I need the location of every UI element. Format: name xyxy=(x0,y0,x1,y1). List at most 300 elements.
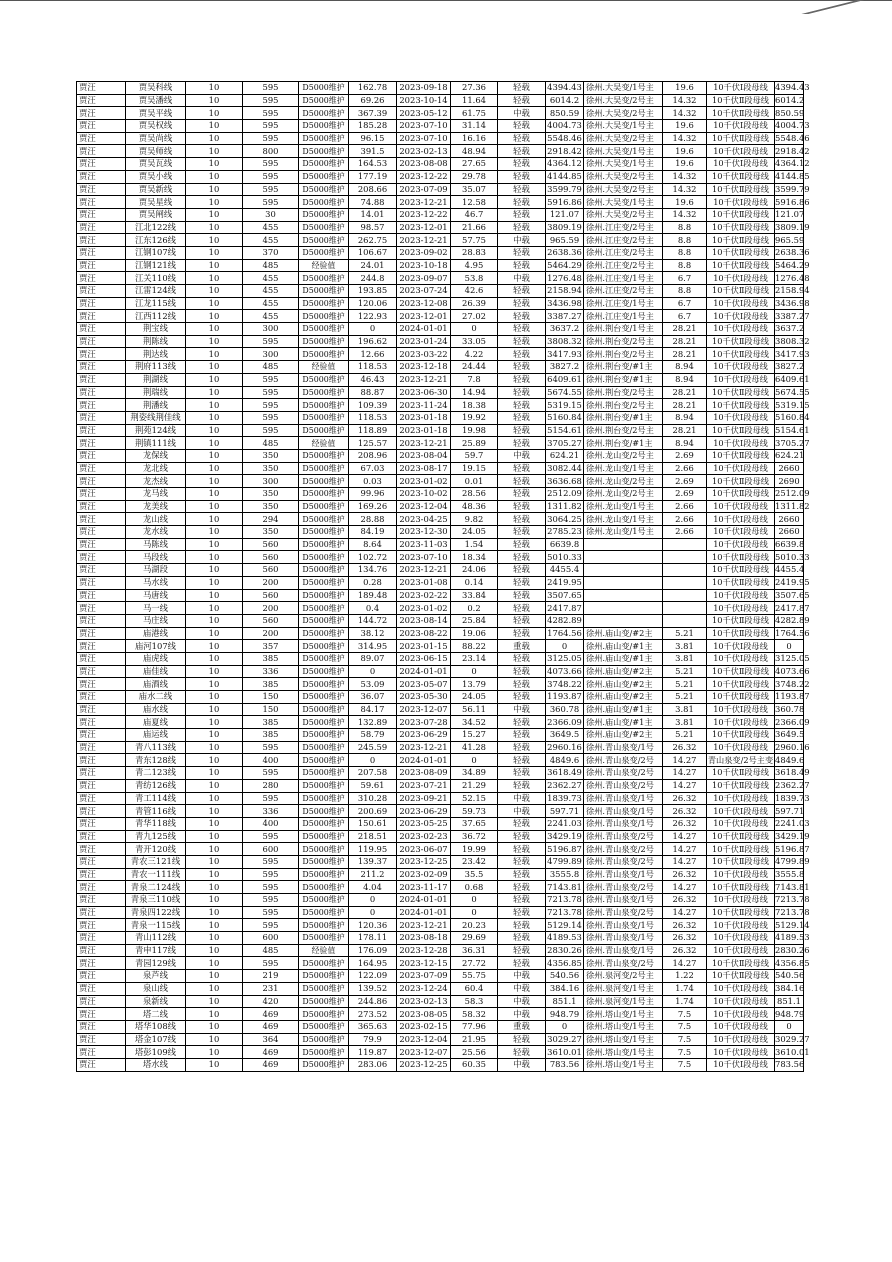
busbar-cell: 10千伏Ⅰ段母线 xyxy=(707,500,775,513)
remaining-capacity-cell: 7213.78 xyxy=(775,907,810,918)
available-capacity-cell: 7213.78 xyxy=(547,907,582,918)
table-row xyxy=(77,361,804,374)
transformer-cell xyxy=(584,602,663,615)
table-row xyxy=(77,919,804,932)
date-cell: 2023-07-10 xyxy=(397,132,451,145)
line-name-cell: 龙保线 xyxy=(126,449,186,462)
load-level-cell: 轻载 xyxy=(498,830,546,843)
load-rate-cell: 58.3 xyxy=(451,995,498,1008)
voltage-cell: 10 xyxy=(186,805,243,818)
data-source-cell: D5000维护 xyxy=(299,881,349,894)
transformer-load-cell xyxy=(663,551,707,564)
table-row xyxy=(77,564,804,577)
load-level-cell: 轻载 xyxy=(498,678,546,691)
transformer-load-cell: 14.32 xyxy=(663,170,707,183)
data-source-cell: D5000维护 xyxy=(299,145,349,158)
max-load-cell: 196.62 xyxy=(349,335,397,348)
table-row xyxy=(77,678,804,691)
remaining-capacity-cell: 540.56 xyxy=(775,970,805,981)
remaining-capacity-cell: 3808.32 xyxy=(775,336,810,347)
remaining-capacity-cell: 2419.95 xyxy=(775,577,810,588)
available-capacity-cell: 1193.87 xyxy=(547,691,582,702)
available-capacity-cell: 1839.73 xyxy=(547,792,582,803)
available-capacity-cell: 3125.05 xyxy=(547,653,582,664)
remaining-capacity-cell: 3599.79 xyxy=(775,183,810,194)
district-cell: 贾汪 xyxy=(77,399,126,412)
load-level-cell: 轻载 xyxy=(498,170,546,183)
remaining-capacity-cell: 3748.22 xyxy=(775,678,810,689)
district-cell: 贾汪 xyxy=(77,107,126,120)
load-rate-cell: 34.89 xyxy=(451,767,498,780)
line-name-cell: 马段线 xyxy=(126,551,186,564)
busbar-cell: 10千伏Ⅰ段母线 xyxy=(707,272,775,285)
load-rate-cell: 35.07 xyxy=(451,183,498,196)
busbar-cell: 10千伏Ⅰ段母线 xyxy=(707,373,775,386)
available-capacity-cell: 0 xyxy=(546,1020,584,1033)
load-level-cell: 轻载 xyxy=(498,221,546,234)
load-rate-cell: 24.06 xyxy=(451,564,498,577)
data-source-cell: D5000维护 xyxy=(299,602,349,615)
load-level-cell: 轻载 xyxy=(498,944,546,957)
district-cell: 贾汪 xyxy=(77,538,126,551)
max-load-cell: 132.89 xyxy=(349,716,397,729)
transformer-cell: 徐州.江庄变/2号主 xyxy=(584,246,663,259)
data-source-cell: D5000维护 xyxy=(299,957,349,970)
voltage-cell: 10 xyxy=(186,158,243,171)
table-row xyxy=(77,411,804,424)
busbar-cell: 10千伏Ⅰ段母线 xyxy=(707,919,775,932)
load-level-cell: 轻载 xyxy=(498,652,546,665)
busbar-cell: 10千伏Ⅰ段母线 xyxy=(707,538,775,551)
rated-capacity-cell: 200 xyxy=(243,576,299,589)
load-level-cell: 轻载 xyxy=(498,132,546,145)
transformer-cell: 徐州.江庄变/2号主 xyxy=(584,221,663,234)
transformer-cell: 徐州.大吴变/2号主 xyxy=(584,107,663,120)
remaining-capacity-cell: 2362.27 xyxy=(775,780,810,791)
busbar-cell: 10千伏Ⅰ段母线 xyxy=(707,513,775,526)
data-source-cell: D5000维护 xyxy=(299,652,349,665)
district-cell: 贾汪 xyxy=(77,196,126,209)
voltage-cell: 10 xyxy=(186,323,243,336)
district-cell: 贾汪 xyxy=(77,1008,126,1021)
busbar-cell: 10千伏Ⅱ段母线 xyxy=(707,678,775,691)
load-level-cell: 轻载 xyxy=(498,741,546,754)
date-cell: 2024-01-01 xyxy=(397,906,451,919)
transformer-load-cell: 1.22 xyxy=(663,970,707,983)
max-load-cell: 189.48 xyxy=(349,589,397,602)
transformer-load-cell: 2.69 xyxy=(663,488,707,501)
remaining-capacity-cell: 624.21 xyxy=(775,450,805,461)
transformer-cell: 徐州.塔山变/1号主 xyxy=(584,1008,663,1021)
transformer-load-cell: 2.66 xyxy=(663,526,707,539)
load-rate-cell: 24.44 xyxy=(451,361,498,374)
transformer-cell: 徐州.江庄变/1号主 xyxy=(584,310,663,323)
transformer-cell: 徐州.塔山变/1号主 xyxy=(584,1033,663,1046)
data-source-cell: D5000维护 xyxy=(299,373,349,386)
remaining-capacity-cell: 851.1 xyxy=(775,995,804,1008)
table-row xyxy=(77,754,804,767)
available-capacity-cell: 5196.87 xyxy=(547,843,582,854)
table-row xyxy=(77,323,804,336)
transformer-cell: 徐州.青山泉变/2号 xyxy=(584,957,663,970)
district-cell: 贾汪 xyxy=(77,843,126,856)
load-level-cell: 轻载 xyxy=(498,437,546,450)
district-cell: 贾汪 xyxy=(77,500,126,513)
transformer-load-cell: 28.21 xyxy=(663,386,707,399)
line-name-cell: 龙北线 xyxy=(126,462,186,475)
data-source-cell: D5000维护 xyxy=(299,894,349,907)
district-cell: 贾汪 xyxy=(77,830,126,843)
district-cell: 贾汪 xyxy=(77,614,126,627)
voltage-cell: 10 xyxy=(186,500,243,513)
district-cell: 贾汪 xyxy=(77,158,126,171)
line-name-cell: 荆瑞线 xyxy=(126,386,186,399)
remaining-capacity-cell: 3125.05 xyxy=(775,653,810,664)
voltage-cell: 10 xyxy=(186,475,243,488)
voltage-cell: 10 xyxy=(186,665,243,678)
busbar-cell: 10千伏Ⅱ段母线 xyxy=(707,614,775,627)
available-capacity-cell: 0 xyxy=(546,640,584,653)
voltage-cell: 10 xyxy=(186,564,243,577)
voltage-cell: 10 xyxy=(186,538,243,551)
line-name-cell: 贾吴闸线 xyxy=(126,208,186,221)
table-row xyxy=(77,183,804,196)
busbar-cell: 10千伏Ⅰ段母线 xyxy=(707,82,775,95)
load-level-cell: 重载 xyxy=(498,640,546,653)
table-row xyxy=(77,449,804,462)
max-load-cell: 211.2 xyxy=(349,868,397,881)
transformer-load-cell: 8.94 xyxy=(663,373,707,386)
available-capacity-cell: 2918.42 xyxy=(547,145,582,156)
remaining-capacity-cell: 2660 xyxy=(775,513,804,526)
voltage-cell: 10 xyxy=(186,462,243,475)
transformer-load-cell: 5.21 xyxy=(663,729,707,742)
voltage-cell: 10 xyxy=(186,957,243,970)
rated-capacity-cell: 595 xyxy=(243,373,299,386)
data-source-cell: D5000维护 xyxy=(299,132,349,145)
date-cell: 2023-02-13 xyxy=(397,145,451,158)
transformer-load-cell: 8.8 xyxy=(663,259,707,272)
busbar-cell: 10千伏Ⅰ段母线 xyxy=(707,652,775,665)
transformer-load-cell: 19.6 xyxy=(663,158,707,171)
load-rate-cell: 0 xyxy=(451,665,498,678)
date-cell: 2023-01-15 xyxy=(397,640,451,653)
line-name-cell: 荆姿线荆佳线 xyxy=(126,411,186,424)
district-cell: 贾汪 xyxy=(77,982,126,995)
max-load-cell: 208.66 xyxy=(349,183,397,196)
load-level-cell: 轻载 xyxy=(498,475,546,488)
transformer-load-cell: 2.66 xyxy=(663,500,707,513)
available-capacity-cell: 3610.01 xyxy=(547,1046,582,1057)
transformer-cell: 徐州.龙山变/1号主 xyxy=(584,526,663,539)
line-name-cell: 庙运线 xyxy=(126,729,186,742)
load-rate-cell: 23.14 xyxy=(451,652,498,665)
data-source-cell: D5000维护 xyxy=(299,1058,349,1071)
date-cell: 2023-07-10 xyxy=(397,551,451,564)
busbar-cell: 10千伏Ⅰ段母线 xyxy=(707,310,775,323)
table-row xyxy=(77,970,804,983)
rated-capacity-cell: 595 xyxy=(243,830,299,843)
rated-capacity-cell: 595 xyxy=(243,386,299,399)
transformer-cell: 徐州.荆台变/#1主 xyxy=(584,373,663,386)
date-cell: 2023-08-04 xyxy=(397,449,451,462)
line-name-cell: 贾吴潘线 xyxy=(126,94,186,107)
date-cell: 2023-01-18 xyxy=(397,424,451,437)
district-cell: 贾汪 xyxy=(77,779,126,792)
data-source-cell: D5000维护 xyxy=(299,335,349,348)
line-name-cell: 龙杰线 xyxy=(126,475,186,488)
available-capacity-cell: 948.79 xyxy=(546,1008,584,1021)
table-row xyxy=(77,691,804,704)
table-row xyxy=(77,906,804,919)
date-cell: 2023-10-02 xyxy=(397,488,451,501)
available-capacity-cell: 2158.94 xyxy=(547,285,582,296)
available-capacity-cell: 1311.82 xyxy=(547,501,582,512)
busbar-cell: 10千伏Ⅱ段母线 xyxy=(707,830,775,843)
transformer-load-cell: 5.21 xyxy=(663,691,707,704)
rated-capacity-cell: 455 xyxy=(243,234,299,247)
line-name-cell: 泉芦线 xyxy=(126,970,186,983)
line-name-cell: 马唐线 xyxy=(126,589,186,602)
transformer-cell: 徐州.荆台变/2号主 xyxy=(584,424,663,437)
data-source-cell: D5000维护 xyxy=(299,234,349,247)
district-cell: 贾汪 xyxy=(77,741,126,754)
max-load-cell: 106.67 xyxy=(349,246,397,259)
date-cell: 2023-01-02 xyxy=(397,602,451,615)
date-cell: 2023-02-23 xyxy=(397,830,451,843)
voltage-cell: 10 xyxy=(186,627,243,640)
load-level-cell: 轻载 xyxy=(498,196,546,209)
voltage-cell: 10 xyxy=(186,272,243,285)
voltage-cell: 10 xyxy=(186,551,243,564)
rated-capacity-cell: 595 xyxy=(243,132,299,145)
available-capacity-cell: 7213.78 xyxy=(547,894,582,905)
available-capacity-cell: 2512.09 xyxy=(547,488,582,499)
rated-capacity-cell: 560 xyxy=(243,538,299,551)
max-load-cell: 36.07 xyxy=(349,691,397,704)
data-source-cell: D5000维护 xyxy=(299,1033,349,1046)
available-capacity-cell: 2785.23 xyxy=(547,526,582,537)
voltage-cell: 10 xyxy=(186,767,243,780)
busbar-cell: 10千伏Ⅰ段母线 xyxy=(707,995,775,1008)
load-rate-cell: 53.8 xyxy=(451,272,498,285)
load-rate-cell: 21.29 xyxy=(451,779,498,792)
date-cell: 2023-12-08 xyxy=(397,297,451,310)
transformer-cell: 徐州.庙山变/#2主 xyxy=(584,627,663,640)
data-source-cell: D5000维护 xyxy=(299,906,349,919)
line-name-cell: 贾吴小线 xyxy=(126,170,186,183)
line-name-cell: 青山112线 xyxy=(126,932,186,945)
data-source-cell: D5000维护 xyxy=(299,627,349,640)
rated-capacity-cell: 300 xyxy=(243,475,299,488)
district-cell: 贾汪 xyxy=(77,285,126,298)
transformer-load-cell xyxy=(663,614,707,627)
available-capacity-cell: 4282.89 xyxy=(547,615,582,626)
load-rate-cell: 18.34 xyxy=(451,551,498,564)
remaining-capacity-cell: 2512.09 xyxy=(775,488,810,499)
load-level-cell: 轻载 xyxy=(498,779,546,792)
transformer-cell: 徐州.江庄变/2号主 xyxy=(584,234,663,247)
load-level-cell: 轻载 xyxy=(498,855,546,868)
remaining-capacity-cell: 1839.73 xyxy=(775,792,810,803)
date-cell: 2023-12-21 xyxy=(397,564,451,577)
district-cell: 贾汪 xyxy=(77,551,126,564)
load-rate-cell: 4.22 xyxy=(451,348,498,361)
voltage-cell: 10 xyxy=(186,208,243,221)
voltage-cell: 10 xyxy=(186,830,243,843)
line-name-cell: 青管116线 xyxy=(126,805,186,818)
busbar-cell: 10千伏Ⅰ段母线 xyxy=(707,437,775,450)
remaining-capacity-cell: 965.59 xyxy=(775,234,805,245)
load-rate-cell: 25.89 xyxy=(451,437,498,450)
date-cell: 2023-12-30 xyxy=(397,526,451,539)
district-cell: 贾汪 xyxy=(77,259,126,272)
data-source-cell: D5000维护 xyxy=(299,564,349,577)
busbar-cell: 10千伏Ⅰ段母线 xyxy=(707,703,775,716)
line-name-cell: 马陈线 xyxy=(126,538,186,551)
transformer-cell: 徐州.泉河变/1号主 xyxy=(584,982,663,995)
district-cell: 贾汪 xyxy=(77,221,126,234)
transformer-cell: 徐州.大吴变/1号主 xyxy=(584,158,663,171)
date-cell: 2023-02-22 xyxy=(397,589,451,602)
load-level-cell: 中载 xyxy=(498,1008,546,1021)
load-level-cell: 轻载 xyxy=(498,957,546,970)
transformer-cell: 徐州.龙山变/2号主 xyxy=(584,488,663,501)
available-capacity-cell: 6639.8 xyxy=(546,538,584,551)
date-cell: 2023-12-24 xyxy=(397,982,451,995)
rated-capacity-cell: 370 xyxy=(243,246,299,259)
available-capacity-cell: 5464.29 xyxy=(547,259,582,270)
transformer-cell: 徐州.青山泉变/2号 xyxy=(584,843,663,856)
busbar-cell: 10千伏Ⅰ段母线 xyxy=(707,741,775,754)
line-name-cell: 贾吴师线 xyxy=(126,145,186,158)
remaining-capacity-cell: 4073.66 xyxy=(775,665,810,676)
line-name-cell: 贾吴科线 xyxy=(126,82,186,95)
table-row xyxy=(77,234,804,247)
max-load-cell: 120.06 xyxy=(349,297,397,310)
transformer-cell: 徐州.荆台变/#1主 xyxy=(584,437,663,450)
max-load-cell: 24.01 xyxy=(349,259,397,272)
max-load-cell: 200.69 xyxy=(349,805,397,818)
remaining-capacity-cell: 2366.09 xyxy=(775,716,810,727)
load-level-cell: 轻载 xyxy=(498,754,546,767)
transformer-cell: 徐州.青山泉变/1号 xyxy=(584,868,663,881)
data-source-cell: D5000维护 xyxy=(299,285,349,298)
data-source-cell: D5000维护 xyxy=(299,792,349,805)
rated-capacity-cell: 595 xyxy=(243,881,299,894)
transformer-load-cell: 8.8 xyxy=(663,234,707,247)
remaining-capacity-cell: 4849.6 xyxy=(775,754,805,765)
date-cell: 2023-08-08 xyxy=(397,158,451,171)
voltage-cell: 10 xyxy=(186,196,243,209)
date-cell: 2023-01-08 xyxy=(397,576,451,589)
remaining-capacity-cell: 4189.53 xyxy=(775,932,810,943)
transformer-load-cell: 26.32 xyxy=(663,805,707,818)
date-cell: 2023-06-29 xyxy=(397,805,451,818)
table-row xyxy=(77,538,804,551)
voltage-cell: 10 xyxy=(186,488,243,501)
district-cell: 贾汪 xyxy=(77,919,126,932)
busbar-cell: 10千伏Ⅱ段母线 xyxy=(707,107,775,120)
line-name-cell: 泉新线 xyxy=(126,995,186,1008)
rated-capacity-cell: 455 xyxy=(243,310,299,323)
table-row xyxy=(77,551,804,564)
remaining-capacity-cell: 597.71 xyxy=(775,805,805,816)
table-row xyxy=(77,488,804,501)
max-load-cell: 0 xyxy=(349,754,397,767)
transformer-cell: 徐州.大吴变/2号主 xyxy=(584,170,663,183)
transformer-load-cell: 7.5 xyxy=(663,1046,707,1059)
available-capacity-cell: 3637.2 xyxy=(546,323,584,336)
busbar-cell: 10千伏Ⅰ段母线 xyxy=(707,1020,775,1033)
transformer-cell: 徐州.庙山变/#2主 xyxy=(584,665,663,678)
rated-capacity-cell: 350 xyxy=(243,449,299,462)
transformer-load-cell: 19.6 xyxy=(663,196,707,209)
rated-capacity-cell: 200 xyxy=(243,627,299,640)
voltage-cell: 10 xyxy=(186,132,243,145)
available-capacity-cell: 3436.98 xyxy=(547,298,582,309)
table-row xyxy=(77,399,804,412)
rated-capacity-cell: 600 xyxy=(243,932,299,945)
table-row xyxy=(77,741,804,754)
load-rate-cell: 27.02 xyxy=(451,310,498,323)
transformer-load-cell: 3.81 xyxy=(663,652,707,665)
data-source-cell: D5000维护 xyxy=(299,183,349,196)
load-level-cell: 轻载 xyxy=(498,576,546,589)
available-capacity-cell: 2960.16 xyxy=(547,742,582,753)
district-cell: 贾汪 xyxy=(77,1058,126,1071)
transformer-cell: 徐州.荆台变/2号主 xyxy=(584,399,663,412)
busbar-cell: 10千伏Ⅱ段母线 xyxy=(707,170,775,183)
available-capacity-cell: 3029.27 xyxy=(547,1033,582,1044)
transformer-cell: 徐州.青山泉变/1号 xyxy=(584,944,663,957)
date-cell: 2023-12-28 xyxy=(397,944,451,957)
data-source-cell: D5000维护 xyxy=(299,551,349,564)
transformer-cell: 徐州.江庄变/1号主 xyxy=(584,272,663,285)
busbar-cell: 青山泉变/2号主变 xyxy=(707,754,774,765)
available-capacity-cell: 850.59 xyxy=(546,107,584,120)
transformer-load-cell: 2.66 xyxy=(663,513,707,526)
transformer-load-cell: 1.74 xyxy=(663,982,707,995)
busbar-cell: 10千伏Ⅱ段母线 xyxy=(707,729,775,742)
load-rate-cell: 48.36 xyxy=(451,500,498,513)
district-cell: 贾汪 xyxy=(77,944,126,957)
date-cell: 2023-12-01 xyxy=(397,310,451,323)
data-source-cell: D5000维护 xyxy=(299,678,349,691)
date-cell: 2023-09-07 xyxy=(397,272,451,285)
line-name-cell: 庙港线 xyxy=(126,627,186,640)
load-level-cell: 轻载 xyxy=(498,373,546,386)
date-cell: 2023-06-15 xyxy=(397,652,451,665)
district-cell: 贾汪 xyxy=(77,234,126,247)
date-cell: 2023-12-21 xyxy=(397,196,451,209)
data-source-cell: D5000维护 xyxy=(299,614,349,627)
load-level-cell: 轻载 xyxy=(498,500,546,513)
max-load-cell: 245.59 xyxy=(349,741,397,754)
data-source-cell: D5000维护 xyxy=(299,754,349,767)
table-row xyxy=(77,855,804,868)
district-cell: 贾汪 xyxy=(77,995,126,1008)
remaining-capacity-cell: 5674.55 xyxy=(775,386,810,397)
busbar-cell: 10千伏Ⅰ段母线 xyxy=(707,462,775,475)
remaining-capacity-cell: 3417.93 xyxy=(775,348,810,359)
voltage-cell: 10 xyxy=(186,881,243,894)
load-level-cell: 轻载 xyxy=(498,538,546,551)
transformer-cell: 徐州.龙山变/1号主 xyxy=(584,500,663,513)
rated-capacity-cell: 350 xyxy=(243,488,299,501)
transformer-load-cell: 7.5 xyxy=(663,1033,707,1046)
transformer-load-cell: 8.8 xyxy=(663,221,707,234)
